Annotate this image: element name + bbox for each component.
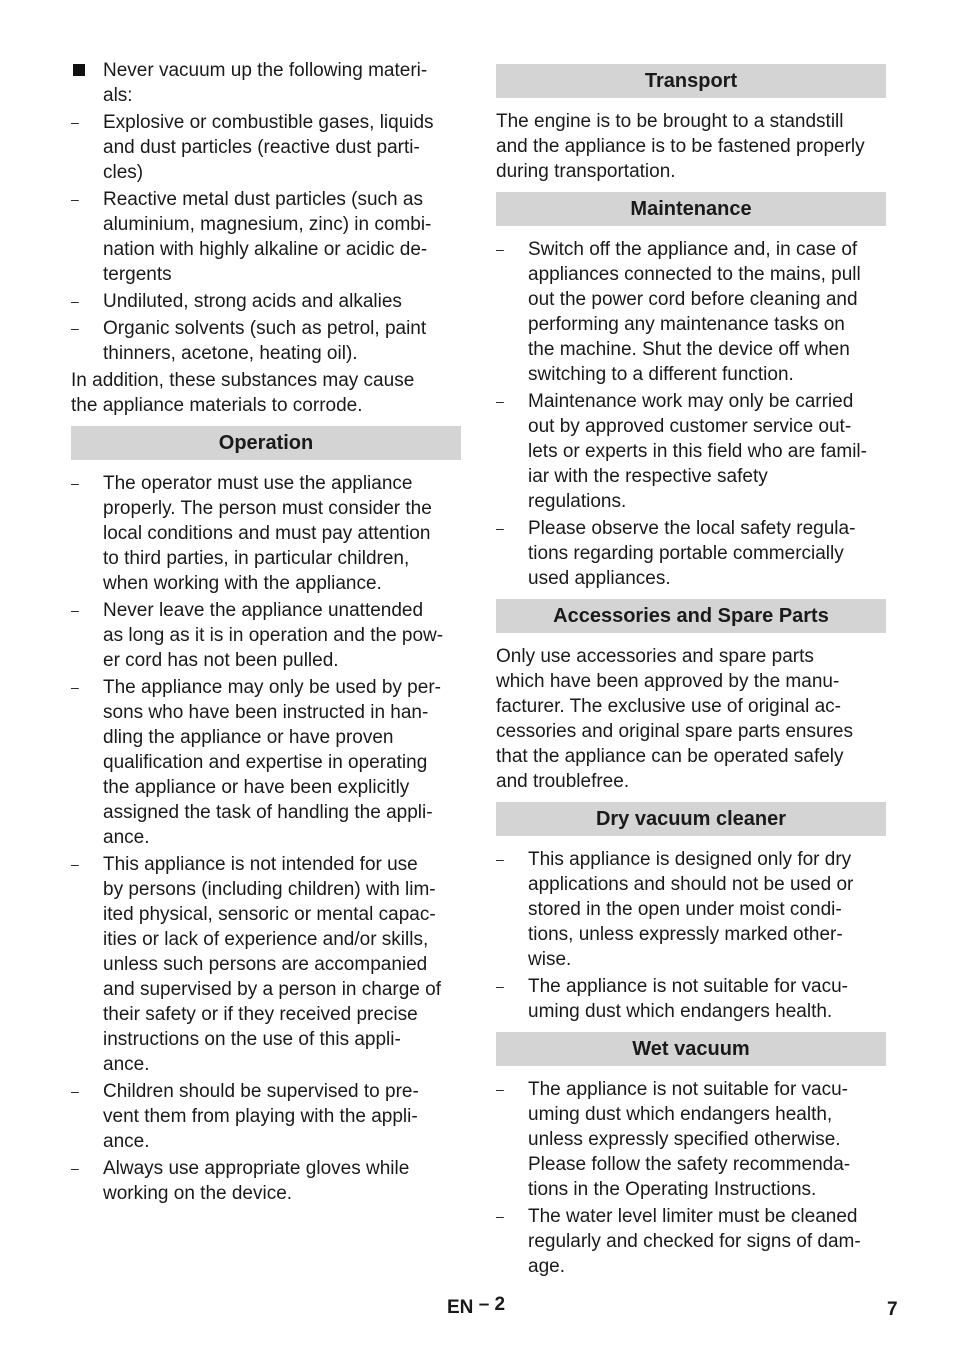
dash-bullet <box>496 1077 516 1103</box>
text-line: during transportation. <box>496 161 676 182</box>
text-line: out the power cord before cleaning and <box>528 289 858 310</box>
dash-bullet <box>496 847 516 873</box>
text-line: which have been approved by the manu- <box>496 671 840 692</box>
corrode-paragraph <box>71 368 461 418</box>
dash-bullet <box>71 471 91 497</box>
text-line: Switch off the appliance and, in case of <box>528 239 858 260</box>
text-line: Please observe the local safety regula- <box>528 518 856 539</box>
text-line: This appliance is designed only for dry <box>528 849 852 870</box>
text-line: the appliance materials to corrode. <box>71 395 363 416</box>
list-item <box>71 598 461 673</box>
text-line: unless such persons are accompanied <box>103 954 428 975</box>
text-line: applications and should not be used or <box>528 874 854 895</box>
materials-list <box>71 110 461 366</box>
dash-bullet <box>496 974 516 1000</box>
section-heading-dry-vacuum: Dry vacuum cleaner <box>496 802 886 836</box>
text-line: als: <box>103 85 133 106</box>
dash-glyph: – <box>496 241 504 257</box>
dash-glyph: – <box>71 679 79 695</box>
section-heading-operation: Operation <box>71 426 461 460</box>
dash-glyph: – <box>71 1083 79 1099</box>
dash-glyph: – <box>496 851 504 867</box>
accessories-paragraph <box>496 644 886 794</box>
dash-glyph: – <box>71 320 79 336</box>
page-number: 7 <box>887 1299 898 1320</box>
dash-bullet <box>496 516 516 542</box>
list-item <box>71 110 461 185</box>
list-item <box>71 1156 461 1206</box>
text-line: switching to a different function. <box>528 364 794 385</box>
transport-paragraph <box>496 109 886 184</box>
dash-bullet <box>71 1079 91 1105</box>
section-heading-wet-vacuum: Wet vacuum <box>496 1032 886 1066</box>
dash-glyph: – <box>71 293 79 309</box>
text-line: their safety or if they received precise <box>103 1004 418 1025</box>
text-line: facturer. The exclusive use of original ac- <box>496 696 841 717</box>
text-line: that the appliance can be operated safely <box>496 746 844 767</box>
dash-glyph: – <box>71 1160 79 1176</box>
list-item <box>496 847 886 972</box>
text-line: sons who have been instructed in han- <box>103 702 429 723</box>
text-line: cessories and original spare parts ensures <box>496 721 853 742</box>
list-item <box>71 289 461 314</box>
maintenance-list <box>496 237 886 591</box>
text-line: ance. <box>103 1054 150 1075</box>
text-line: instructions on the use of this appli- <box>103 1029 401 1050</box>
dash-bullet <box>71 1156 91 1182</box>
text-line: thinners, acetone, heating oil). <box>103 343 358 364</box>
text-line: Explosive or combustible gases, liquids <box>103 112 434 133</box>
dash-glyph: – <box>71 191 79 207</box>
text-line: when working with the appliance. <box>103 573 382 594</box>
text-line: and troublefree. <box>496 771 630 792</box>
dash-glyph: – <box>496 978 504 994</box>
dash-glyph: – <box>71 114 79 130</box>
text-line: tions, unless expressly marked other- <box>528 924 843 945</box>
dash-bullet <box>71 598 91 624</box>
text-line: ited physical, sensoric or mental capac- <box>103 904 436 925</box>
footer-section-page: – 2 <box>478 1294 506 1315</box>
text-line: Always use appropriate gloves while <box>103 1158 410 1179</box>
text-line: tions in the Operating Instructions. <box>528 1179 817 1200</box>
footer-lang: EN <box>447 1297 474 1318</box>
text-line: vent them from playing with the appli- <box>103 1106 418 1127</box>
text-line: to third parties, in particular children, <box>103 548 410 569</box>
text-line: nation with highly alkaline or acidic de- <box>103 239 428 260</box>
text-line: tergents <box>103 264 172 285</box>
text-line: The appliance may only be used by per- <box>103 677 441 698</box>
dash-bullet <box>71 852 91 878</box>
dash-bullet <box>71 316 91 342</box>
section-heading-accessories: Accessories and Spare Parts <box>496 599 886 633</box>
text-line: The appliance is not suitable for vacu- <box>528 976 849 997</box>
text-line: tions regarding portable commercially <box>528 543 844 564</box>
list-item <box>71 187 461 287</box>
dash-glyph: – <box>496 1081 504 1097</box>
dash-glyph: – <box>71 602 79 618</box>
text-line: The water level limiter must be cleaned <box>528 1206 858 1227</box>
list-item <box>496 516 886 591</box>
text-line: properly. The person must consider the <box>103 498 432 519</box>
text-line: The operator must use the appliance <box>103 473 413 494</box>
dash-bullet <box>496 237 516 263</box>
square-bullet-icon <box>73 64 85 76</box>
text-line: and the appliance is to be fastened properly <box>496 136 865 157</box>
text-line: local conditions and must pay attention <box>103 523 431 544</box>
footer-section-label <box>447 1294 506 1319</box>
dash-bullet <box>71 675 91 701</box>
text-line: wise. <box>528 949 572 970</box>
text-line: regulations. <box>528 491 627 512</box>
wet-vacuum-list <box>496 1077 886 1279</box>
text-line: age. <box>528 1256 565 1277</box>
section-heading-transport: Transport <box>496 64 886 98</box>
text-line: Reactive metal dust particles (such as <box>103 189 423 210</box>
text-line: Maintenance work may only be carried <box>528 391 854 412</box>
text-line: stored in the open under moist condi- <box>528 899 842 920</box>
text-line: and supervised by a person in charge of <box>103 979 441 1000</box>
list-item <box>496 974 886 1024</box>
text-line: and dust particles (reactive dust parti- <box>103 137 420 158</box>
text-line: iar with the respective safety <box>528 466 768 487</box>
text-line: aluminium, magnesium, zinc) in combi- <box>103 214 432 235</box>
text-line: working on the device. <box>103 1183 293 1204</box>
list-item <box>496 237 886 387</box>
dash-glyph: – <box>496 1208 504 1224</box>
dry-vacuum-list <box>496 847 886 1024</box>
text-line: lets or experts in this field who are famil- <box>528 441 867 462</box>
text-line: assigned the task of handling the appli- <box>103 802 433 823</box>
text-line: by persons (including children) with lim- <box>103 879 436 900</box>
dash-bullet <box>496 389 516 415</box>
list-item <box>71 1079 461 1154</box>
text-line: unless expressly specified otherwise. <box>528 1129 841 1150</box>
text-line: qualification and expertise in operating <box>103 752 428 773</box>
dash-bullet <box>71 110 91 136</box>
section-heading-maintenance: Maintenance <box>496 192 886 226</box>
left-column <box>71 58 461 1208</box>
list-item <box>496 1077 886 1202</box>
right-column <box>496 58 886 1281</box>
list-item <box>71 316 461 366</box>
dash-glyph: – <box>71 856 79 872</box>
text-line: cles) <box>103 162 144 183</box>
square-bullet-item <box>71 58 461 108</box>
text-line: The engine is to be brought to a standstill <box>496 111 844 132</box>
text-line: Only use accessories and spare parts <box>496 646 814 667</box>
list-item <box>71 471 461 596</box>
dash-bullet <box>71 289 91 315</box>
text-line: Please follow the safety recommenda- <box>528 1154 851 1175</box>
text-line: Children should be supervised to pre- <box>103 1081 419 1102</box>
text-line: Organic solvents (such as petrol, paint <box>103 318 427 339</box>
text-line: the appliance or have been explicitly <box>103 777 410 798</box>
text-line: appliances connected to the mains, pull <box>528 264 861 285</box>
dash-glyph: – <box>496 393 504 409</box>
text-line: The appliance is not suitable for vacu- <box>528 1079 849 1100</box>
text-line: er cord has not been pulled. <box>103 650 339 671</box>
operation-list <box>71 471 461 1206</box>
text-line: ance. <box>103 827 150 848</box>
text-line: dling the appliance or have proven <box>103 727 394 748</box>
dash-glyph: – <box>496 520 504 536</box>
list-item <box>496 1204 886 1279</box>
text-line: out by approved customer service out- <box>528 416 852 437</box>
list-item <box>496 389 886 514</box>
text-line: as long as it is in operation and the pow- <box>103 625 444 646</box>
text-line: the machine. Shut the device off when <box>528 339 850 360</box>
dash-glyph: – <box>71 475 79 491</box>
text-line: Undiluted, strong acids and alkalies <box>103 291 402 312</box>
text-line: ities or lack of experience and/or skills, <box>103 929 429 950</box>
list-item <box>71 852 461 1077</box>
list-item <box>71 675 461 850</box>
text-line: Never leave the appliance unattended <box>103 600 424 621</box>
text-line: In addition, these substances may cause <box>71 370 415 391</box>
text-line: ance. <box>103 1131 150 1152</box>
text-line: used appliances. <box>528 568 671 589</box>
text-line: This appliance is not intended for use <box>103 854 418 875</box>
text-line: Never vacuum up the following materi- <box>103 60 428 81</box>
text-line: uming dust which endangers health, <box>528 1104 833 1125</box>
dash-bullet <box>496 1204 516 1230</box>
text-line: uming dust which endangers health. <box>528 1001 833 1022</box>
text-line: regularly and checked for signs of dam- <box>528 1231 861 1252</box>
text-line: performing any maintenance tasks on <box>528 314 845 335</box>
dash-bullet <box>71 187 91 213</box>
